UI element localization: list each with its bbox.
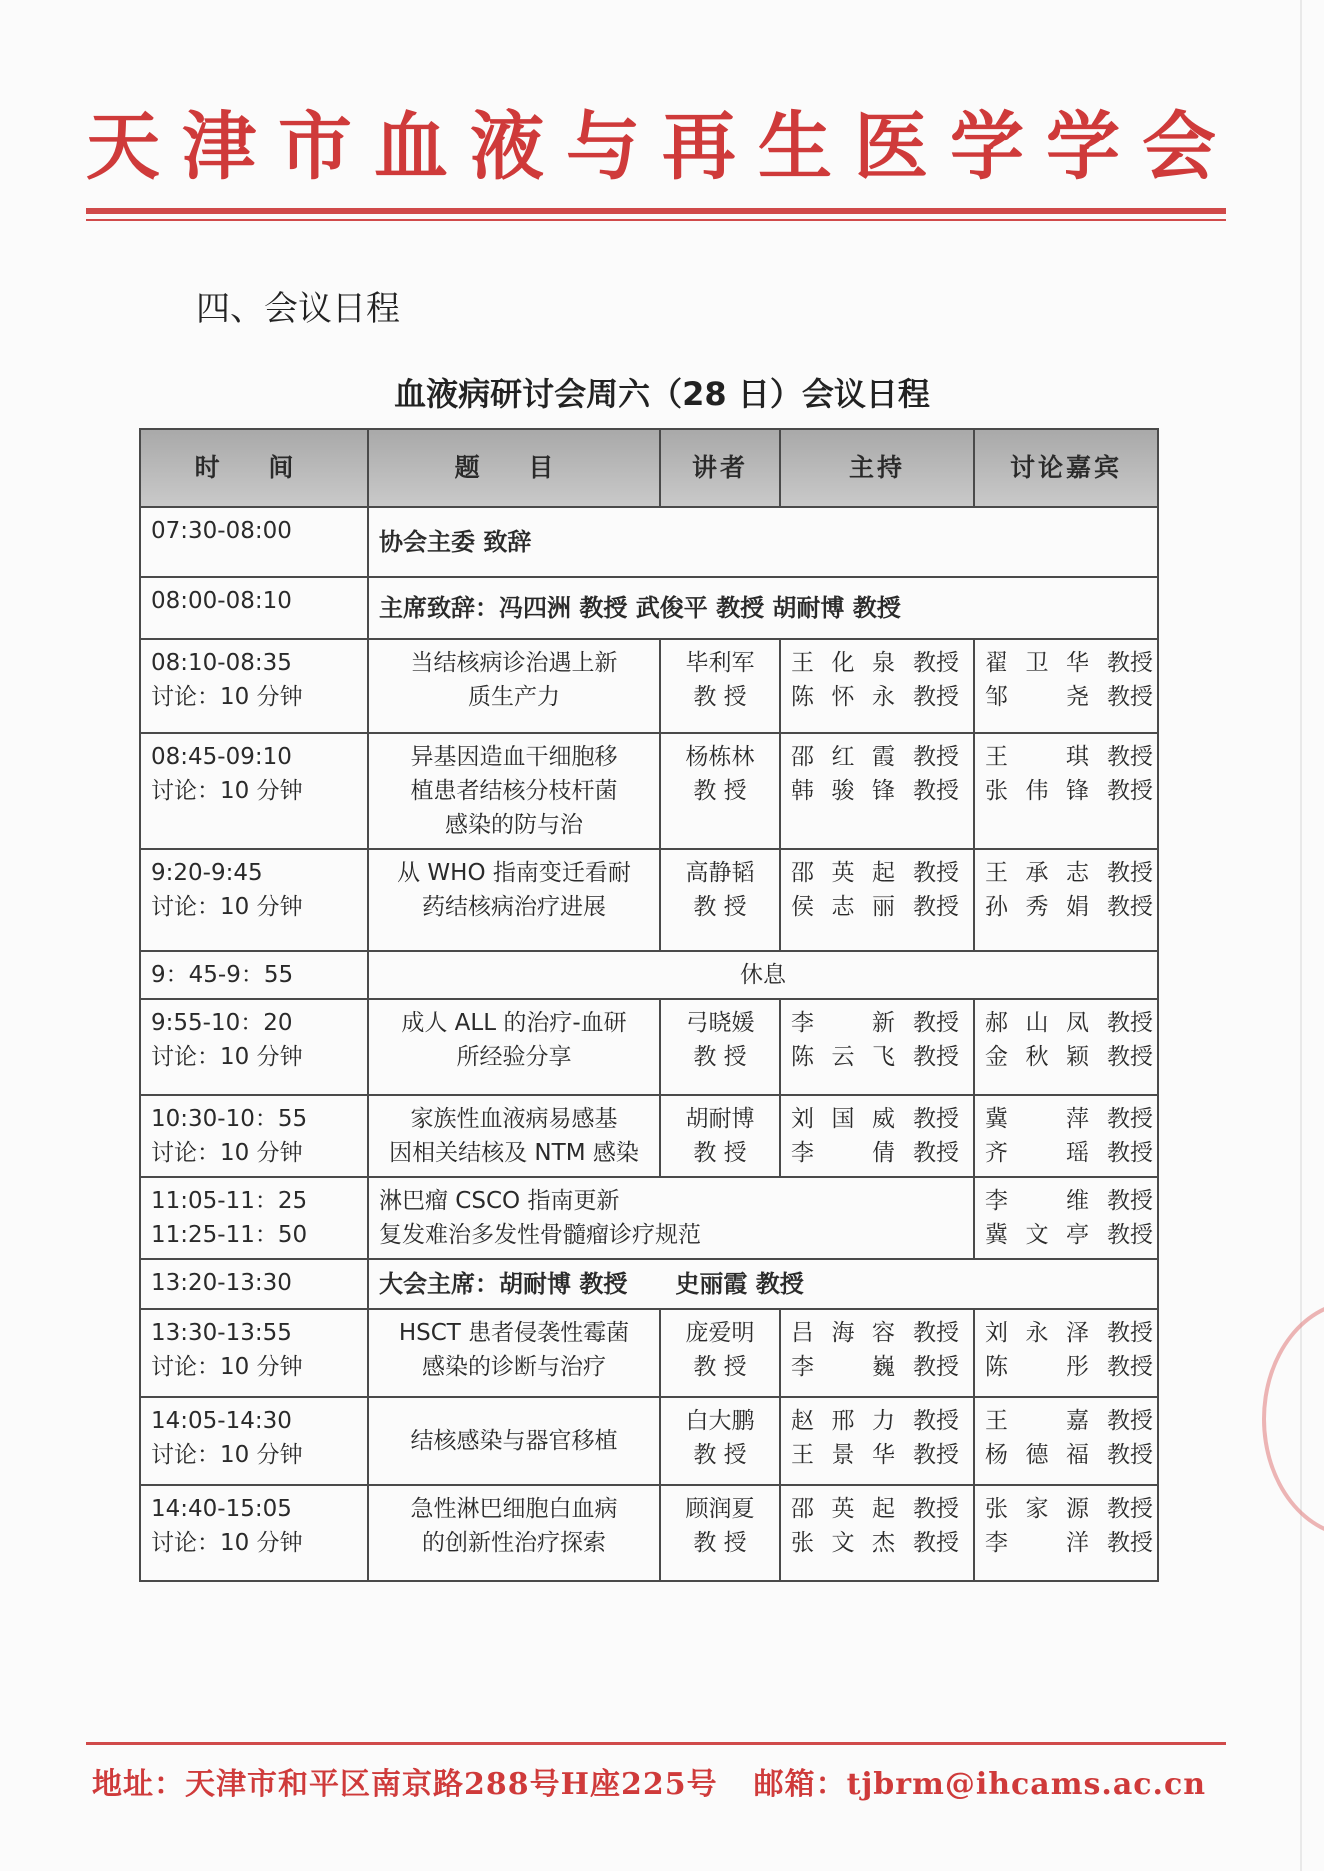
speaker-line: 毕利军 (685, 650, 755, 676)
person-name: 邵红霞 (791, 744, 895, 770)
column-header-time: 时 间 (140, 429, 368, 507)
footer-email: 邮箱：tjbrm@ihcams.ac.cn (753, 1767, 1207, 1802)
topic-line: 家族性血液病易感基 (410, 1106, 618, 1132)
person-title: 教授 (1107, 1530, 1153, 1556)
footer (92, 1759, 1206, 1803)
page-edge-line (1300, 0, 1302, 1871)
person-entry (791, 1404, 963, 1438)
time-cell (140, 951, 368, 999)
person-entry (985, 1184, 1153, 1218)
person-title: 教授 (913, 778, 959, 804)
person-title: 教授 (1107, 1188, 1153, 1214)
person-title: 教授 (1107, 1442, 1153, 1468)
speaker-line: 教 授 (693, 1442, 747, 1468)
time-line: 11:25-11：50 (151, 1222, 308, 1248)
person-title: 教授 (913, 1044, 959, 1070)
topic-line: 所经验分享 (456, 1044, 572, 1070)
host-cell (780, 849, 974, 951)
table-row (140, 951, 1158, 999)
schedule-table (139, 428, 1159, 1582)
person-title: 教授 (913, 1530, 959, 1556)
time-line: 讨论：10 分钟 (151, 1530, 303, 1556)
topic-line: 急性淋巴细胞白血病 (410, 1496, 618, 1522)
person-entry (791, 680, 963, 714)
person-title: 教授 (1107, 1222, 1153, 1248)
host-cell (780, 1397, 974, 1485)
speaker-line: 弓晓媛 (685, 1010, 755, 1036)
guest-cell (974, 1309, 1158, 1397)
person-name: 刘国威 (791, 1106, 895, 1132)
person-entry (791, 1136, 963, 1170)
person-name: 侯志丽 (791, 894, 895, 920)
person-name: 邹 尧 (985, 684, 1089, 710)
person-title: 教授 (913, 860, 959, 886)
person-name: 李 倩 (791, 1140, 895, 1166)
person-entry (791, 1040, 963, 1074)
guest-cell (974, 1095, 1158, 1177)
host-cell (780, 639, 974, 733)
table-header-row (140, 429, 1158, 507)
time-cell (140, 849, 368, 951)
topic-cell (368, 639, 660, 733)
person-title: 教授 (1107, 1496, 1153, 1522)
person-entry (985, 1350, 1153, 1384)
table-row (140, 639, 1158, 733)
speaker-line: 庞爱明 (685, 1320, 755, 1346)
guest-cell (974, 849, 1158, 951)
topic-line: 结核感染与器官移植 (410, 1428, 618, 1454)
person-entry (791, 890, 963, 924)
person-name: 陈 彤 (985, 1354, 1089, 1380)
time-line: 13:20-13:30 (151, 1270, 292, 1296)
merged-cell: 大会主席：胡耐博 教授 史丽霞 教授 (368, 1259, 1158, 1309)
person-entry (985, 1040, 1153, 1074)
time-line: 讨论：10 分钟 (151, 778, 303, 804)
time-cell (140, 1177, 368, 1259)
letterhead-title: 天津市血液与再生医学学会 (86, 104, 1238, 190)
topic-line: HSCT 患者侵袭性霉菌 (398, 1320, 630, 1346)
table-row (140, 1177, 1158, 1259)
speaker-line: 杨栋林 (685, 744, 755, 770)
person-name: 刘永泽 (985, 1320, 1089, 1346)
time-line: 讨论：10 分钟 (151, 1354, 303, 1380)
table-row (140, 1309, 1158, 1397)
person-entry (985, 1218, 1153, 1252)
speaker-line: 教 授 (693, 1044, 747, 1070)
schedule-body (140, 507, 1158, 1581)
host-cell (780, 1309, 974, 1397)
time-line: 讨论：10 分钟 (151, 1044, 303, 1070)
letterhead-rule-thick (86, 208, 1226, 214)
merged-cell: 主席致辞：冯四洲 教授 武俊平 教授 胡耐博 教授 (368, 577, 1158, 639)
person-name: 齐 瑶 (985, 1140, 1089, 1166)
table-row (140, 1095, 1158, 1177)
speaker-line: 白大鹏 (685, 1408, 755, 1434)
table-row (140, 1397, 1158, 1485)
person-name: 冀文亭 (985, 1222, 1089, 1248)
time-cell (140, 507, 368, 577)
time-line: 10:30-10：55 (151, 1106, 308, 1132)
person-title: 教授 (1107, 1354, 1153, 1380)
person-entry (985, 774, 1153, 808)
time-cell (140, 999, 368, 1095)
speaker-line: 顾润夏 (685, 1496, 755, 1522)
person-title: 教授 (913, 1320, 959, 1346)
section-heading: 四、会议日程 (196, 289, 400, 329)
person-title: 教授 (1107, 1010, 1153, 1036)
time-line: 07:30-08:00 (151, 518, 292, 544)
topic-cell (368, 1397, 660, 1485)
time-cell (140, 1309, 368, 1397)
topic-line: 感染的诊断与治疗 (422, 1354, 606, 1380)
guest-cell (974, 733, 1158, 849)
person-title: 教授 (913, 1408, 959, 1434)
table-row (140, 577, 1158, 639)
time-line: 9:55-10：20 (151, 1010, 293, 1036)
topic-line: 当结核病诊治遇上新 (410, 650, 618, 676)
topic-cell (368, 999, 660, 1095)
column-header-host: 主持 (780, 429, 974, 507)
person-title: 教授 (913, 1010, 959, 1036)
person-entry (985, 1526, 1153, 1560)
speaker-line: 高静韬 (685, 860, 755, 886)
column-header-speaker: 讲者 (660, 429, 780, 507)
person-name: 李 洋 (985, 1530, 1089, 1556)
speaker-cell (660, 999, 780, 1095)
footer-rule (86, 1742, 1226, 1745)
person-title: 教授 (913, 894, 959, 920)
time-line: 08:10-08:35 (151, 650, 292, 676)
speaker-cell (660, 639, 780, 733)
topic-line: 药结核病治疗进展 (422, 894, 606, 920)
person-title: 教授 (1107, 860, 1153, 886)
person-name: 杨德福 (985, 1442, 1089, 1468)
person-name: 王 琪 (985, 744, 1089, 770)
topic-line: 异基因造血干细胞移 (410, 744, 618, 770)
time-line: 9：45-9：55 (151, 962, 294, 988)
time-cell (140, 1259, 368, 1309)
footer-address: 地址：天津市和平区南京路288号H座225号 (92, 1767, 718, 1802)
person-entry (985, 1492, 1153, 1526)
time-line: 讨论：10 分钟 (151, 1140, 303, 1166)
person-name: 李 新 (791, 1010, 895, 1036)
topic-cell (368, 849, 660, 951)
break-cell: 休息 (368, 951, 1158, 999)
topics-cell (368, 1177, 974, 1259)
topic-cell (368, 733, 660, 849)
topic-cell (368, 1485, 660, 1581)
speaker-line: 教 授 (693, 894, 747, 920)
person-entry (791, 1492, 963, 1526)
person-entry (791, 1102, 963, 1136)
speaker-line: 胡耐博 (685, 1106, 755, 1132)
person-entry (985, 1006, 1153, 1040)
guest-cell (974, 1397, 1158, 1485)
person-entry (985, 856, 1153, 890)
person-name: 金秋颖 (985, 1044, 1089, 1070)
person-name: 陈怀永 (791, 684, 895, 710)
topic-line: 质生产力 (468, 684, 560, 710)
person-entry (985, 890, 1153, 924)
person-title: 教授 (913, 744, 959, 770)
person-entry (791, 1316, 963, 1350)
person-entry (985, 1136, 1153, 1170)
person-entry (985, 1316, 1153, 1350)
column-header-guests: 讨论嘉宾 (974, 429, 1158, 507)
person-title: 教授 (1107, 1044, 1153, 1070)
person-entry (985, 740, 1153, 774)
time-cell (140, 1397, 368, 1485)
person-name: 翟卫华 (985, 650, 1089, 676)
topic-line: 因相关结核及 NTM 感染 (389, 1140, 639, 1166)
time-line: 14:40-15:05 (151, 1496, 292, 1522)
topic-line: 感染的防与治 (445, 812, 583, 838)
person-entry (791, 1526, 963, 1560)
letterhead-rule-thin (86, 219, 1226, 221)
host-cell (780, 1095, 974, 1177)
host-cell (780, 1485, 974, 1581)
time-line: 讨论：10 分钟 (151, 894, 303, 920)
time-line: 9:20-9:45 (151, 860, 263, 886)
person-title: 教授 (913, 1354, 959, 1380)
host-cell (974, 1177, 1158, 1259)
person-title: 教授 (913, 1496, 959, 1522)
time-line: 14:05-14:30 (151, 1408, 292, 1434)
person-title: 教授 (1107, 1106, 1153, 1132)
person-name: 李 维 (985, 1188, 1089, 1214)
time-cell (140, 1485, 368, 1581)
topic-line: 的创新性治疗探索 (422, 1530, 606, 1556)
person-title: 教授 (1107, 1140, 1153, 1166)
guest-cell (974, 1485, 1158, 1581)
person-name: 吕海容 (791, 1320, 895, 1346)
person-title: 教授 (1107, 778, 1153, 804)
topic-cell (368, 1309, 660, 1397)
table-row (140, 849, 1158, 951)
person-name: 邵英起 (791, 1496, 895, 1522)
person-entry (985, 1102, 1153, 1136)
person-entry (791, 1350, 963, 1384)
person-title: 教授 (1107, 684, 1153, 710)
guest-cell (974, 639, 1158, 733)
time-line: 08:00-08:10 (151, 588, 292, 614)
topic-line: 从 WHO 指南变迁看耐 (397, 860, 631, 886)
person-entry (791, 1006, 963, 1040)
host-cell (780, 999, 974, 1095)
table-row (140, 507, 1158, 577)
topic-line: 植患者结核分枝杆菌 (410, 778, 618, 804)
speaker-line: 教 授 (693, 1354, 747, 1380)
person-entry (791, 1438, 963, 1472)
topic-cell (368, 1095, 660, 1177)
person-name: 王 嘉 (985, 1408, 1089, 1434)
person-name: 王景华 (791, 1442, 895, 1468)
person-entry (985, 680, 1153, 714)
person-title: 教授 (1107, 1320, 1153, 1346)
time-line: 08:45-09:10 (151, 744, 292, 770)
time-cell (140, 1095, 368, 1177)
table-row (140, 733, 1158, 849)
person-name: 郝山凤 (985, 1010, 1089, 1036)
speaker-cell (660, 1397, 780, 1485)
speaker-cell (660, 1095, 780, 1177)
red-seal-stamp (1262, 1300, 1324, 1538)
time-cell (140, 577, 368, 639)
speaker-line: 教 授 (693, 1140, 747, 1166)
topic-line: 淋巴瘤 CSCO 指南更新 (379, 1188, 620, 1214)
time-cell (140, 639, 368, 733)
speaker-line: 教 授 (693, 1530, 747, 1556)
time-line: 11:05-11：25 (151, 1188, 308, 1214)
person-entry (791, 856, 963, 890)
merged-cell: 协会主委 致辞 (368, 507, 1158, 577)
time-line: 讨论：10 分钟 (151, 684, 303, 710)
person-title: 教授 (913, 1442, 959, 1468)
person-title: 教授 (913, 1140, 959, 1166)
speaker-cell (660, 1309, 780, 1397)
person-title: 教授 (913, 1106, 959, 1132)
person-name: 冀 萍 (985, 1106, 1089, 1132)
person-title: 教授 (913, 684, 959, 710)
person-name: 赵邢力 (791, 1408, 895, 1434)
person-name: 陈云飞 (791, 1044, 895, 1070)
person-name: 王承志 (985, 860, 1089, 886)
host-cell (780, 733, 974, 849)
person-name: 孙秀娟 (985, 894, 1089, 920)
guest-cell (974, 999, 1158, 1095)
person-title: 教授 (1107, 1408, 1153, 1434)
person-name: 张家源 (985, 1496, 1089, 1522)
person-entry (985, 1404, 1153, 1438)
table-row (140, 1485, 1158, 1581)
person-name: 韩骏锋 (791, 778, 895, 804)
table-title: 血液病研讨会周六（28 日）会议日程 (394, 375, 930, 413)
person-title: 教授 (1107, 744, 1153, 770)
speaker-cell (660, 849, 780, 951)
person-entry (985, 646, 1153, 680)
speaker-line: 教 授 (693, 684, 747, 710)
person-title: 教授 (913, 650, 959, 676)
person-title: 教授 (1107, 650, 1153, 676)
speaker-line: 教 授 (693, 778, 747, 804)
time-cell (140, 733, 368, 849)
topic-line: 复发难治多发性骨髓瘤诊疗规范 (379, 1222, 701, 1248)
person-entry (791, 774, 963, 808)
topic-line: 成人 ALL 的治疗-血研 (401, 1010, 627, 1036)
table-row (140, 1259, 1158, 1309)
speaker-cell (660, 1485, 780, 1581)
person-name: 张文杰 (791, 1530, 895, 1556)
person-title: 教授 (1107, 894, 1153, 920)
person-name: 李 巍 (791, 1354, 895, 1380)
person-name: 张伟锋 (985, 778, 1089, 804)
table-row (140, 999, 1158, 1095)
speaker-cell (660, 733, 780, 849)
time-line: 13:30-13:55 (151, 1320, 292, 1346)
person-entry (791, 740, 963, 774)
time-line: 讨论：10 分钟 (151, 1442, 303, 1468)
person-entry (985, 1438, 1153, 1472)
person-name: 邵英起 (791, 860, 895, 886)
column-header-topic: 题 目 (368, 429, 660, 507)
person-entry (791, 646, 963, 680)
person-name: 王化泉 (791, 650, 895, 676)
